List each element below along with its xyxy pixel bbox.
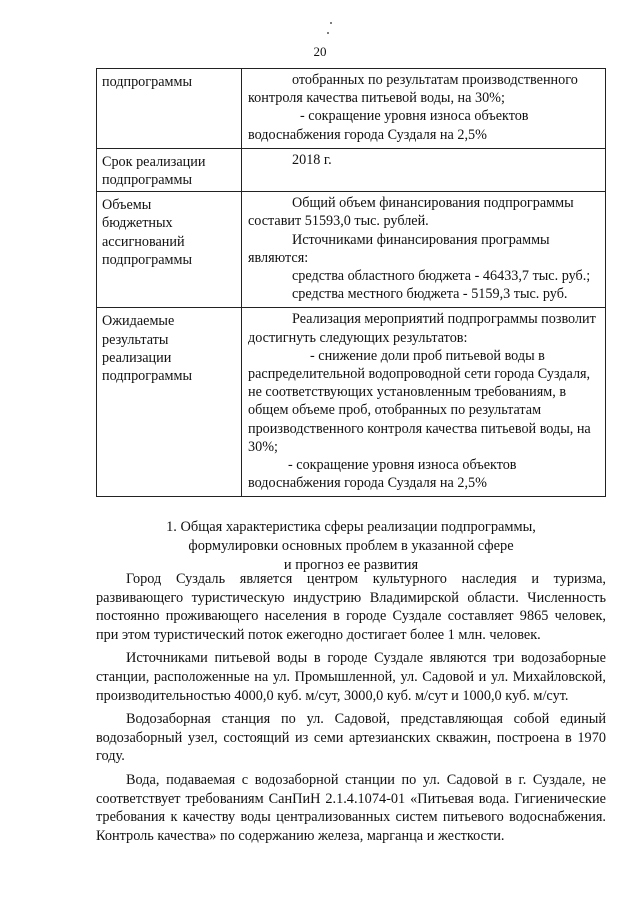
row-value-cell <box>242 69 606 149</box>
row-value-line: являются: <box>248 249 309 266</box>
row-value-line: - сокращение уровня износа объектов <box>300 108 529 125</box>
page-number: 20 <box>313 44 327 59</box>
row-value-line: не соответствующих установленным требованиям, в <box>248 384 567 401</box>
row-label-line: ассигнований <box>102 233 185 250</box>
row-value-line: составит 51593,0 тыс. рублей. <box>248 213 429 230</box>
row-value-line: достигнуть следующих результатов: <box>248 329 468 346</box>
row-value-line: производственного контроля качества питьевой воды, на <box>248 420 591 437</box>
table-row <box>97 148 606 191</box>
paragraph: Город Суздаль является центром культурного наследия и туризма, развивающего туристическую индустрию Владимирской области. Численность постоянно проживающего населения в городе Суздале составляет 9865 человек, при этом туристический поток ежегодно достигает более 1 млн. человек. <box>96 571 606 643</box>
row-value-cell <box>242 308 606 497</box>
row-label-line: бюджетных <box>102 215 173 232</box>
row-value-cell <box>242 192 606 308</box>
body-text <box>96 570 606 850</box>
row-label-line: Ожидаемые <box>102 313 175 330</box>
row-value-line: 2018 г. <box>292 151 332 168</box>
row-value-line: Источниками финансирования программы <box>292 231 550 248</box>
row-label-line: реализации <box>102 349 172 366</box>
paragraph: Источниками питьевой воды в городе Суздале являются три водозаборные станции, расположенные на ул. Промышленной, ул. Садовой и ул. Михайловской, производительностью 4000,0 куб. м/сут, 3000,0 куб. м/сут и 1000,0 куб. м/сут. <box>96 650 606 704</box>
row-value-line: контроля качества питьевой воды, на 30%; <box>248 90 505 107</box>
table-row <box>97 69 606 149</box>
row-value-line: водоснабжения города Суздаля на 2,5% <box>248 126 487 143</box>
row-label-cell <box>97 308 242 497</box>
row-label-cell <box>97 69 242 149</box>
row-label-line: результаты <box>102 331 169 348</box>
table-row <box>97 308 606 497</box>
row-value-line: Общий объем финансирования подпрограммы <box>292 195 574 212</box>
section-heading-line: 1. Общая характеристика сферы реализации подпрограммы, <box>166 519 536 535</box>
row-value-cell <box>242 148 606 191</box>
section-heading-line: формулировки основных проблем в указанной сфере <box>188 538 514 554</box>
row-label-line: Объемы <box>102 197 152 214</box>
row-label-line: подпрограммы <box>102 251 192 268</box>
row-label-cell <box>97 148 242 191</box>
row-value-line: Реализация мероприятий подпрограммы позволит <box>292 311 596 328</box>
row-value-line: средства областного бюджета - 46433,7 тыс. руб.; <box>292 268 591 285</box>
row-value-line: общем объеме проб, отобранных по результатам <box>248 402 542 419</box>
row-value-line: распределительной водопроводной сети города Суздаля, <box>248 366 591 383</box>
paragraph: Водозаборная станция по ул. Садовой, представляющая собой единый водозаборный узел, состоящий из семи артезианских скважин, построена в 1970 году. <box>96 711 606 765</box>
row-label-cell <box>97 192 242 308</box>
row-value-line: - сокращение уровня износа объектов <box>288 457 517 474</box>
section-heading-line: и прогноз ее развития <box>283 557 419 573</box>
paragraph: Вода, подаваемая с водозаборной станции по ул. Садовой в г. Суздале, не соответствует требованиям СанПиН 2.1.4.1074-01 «Питьевая вода. Гигиенические требования к качеству воды централизованных систем питьевого водоснабжения. Контроль качества» по содержанию железа, марганца и жесткости. <box>96 771 606 844</box>
scan-speck <box>327 32 329 34</box>
row-value-line: 30%; <box>248 438 278 455</box>
section-heading <box>96 518 606 575</box>
row-value-line: отобранных по результатам производственного <box>292 72 578 88</box>
row-value-line: средства местного бюджета - 5159,3 тыс. руб. <box>292 286 568 303</box>
row-label-line: подпрограммы <box>102 172 192 189</box>
subprogram-passport-table <box>96 68 606 497</box>
row-value-line: - снижение доли проб питьевой воды в <box>310 347 545 364</box>
scan-speck <box>330 22 332 24</box>
row-label-line: Срок реализации <box>102 153 206 170</box>
row-label-line: подпрограммы <box>102 74 192 90</box>
row-label-line: подпрограммы <box>102 368 192 385</box>
table-row <box>97 192 606 308</box>
row-value-line: водоснабжения города Суздаля на 2,5% <box>248 475 487 492</box>
